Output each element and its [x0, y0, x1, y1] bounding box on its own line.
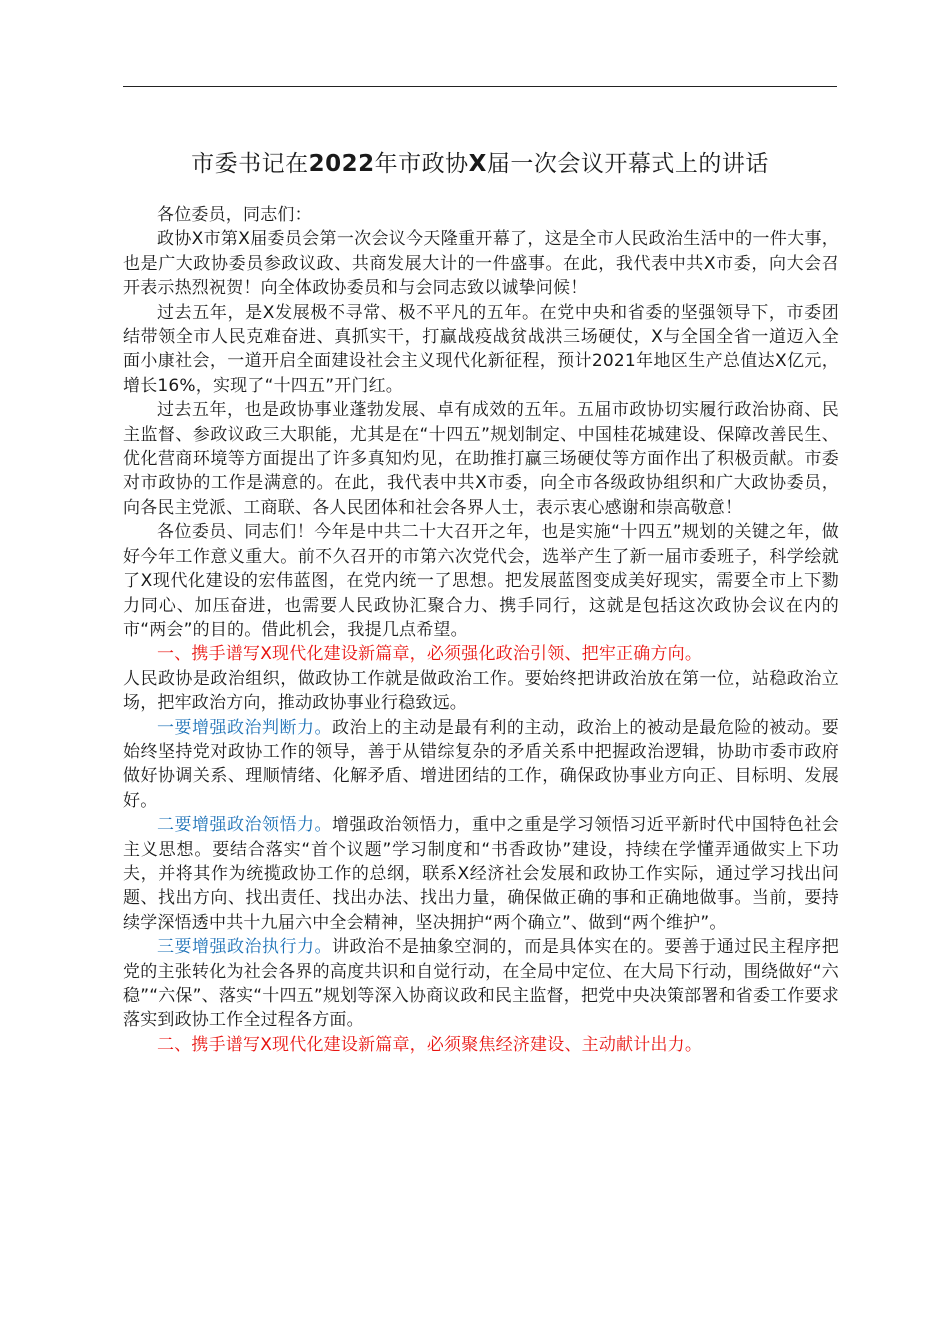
- subpoint-3-text: 讲政治不是抽象空洞的，而是具体实在的。要善于通过民主程序把党的主张转化为社会各界的高度共识和自觉行动，在全局中定位、在大局下行动，围绕做好“六稳”“六保”、落实“十四五”规划等深入协商议政和民主监督，把党中央决策部署和省委工作要求落实到政协工作全过程各方面。: [123, 937, 839, 1031]
- subpoint-3-label: 三要增强政治执行力。: [157, 937, 332, 958]
- subpoint-2: [123, 813, 839, 935]
- subpoint-1-label: 一要增强政治判断力。: [157, 717, 332, 738]
- section-heading-2: 二、携手谱写X现代化建设新篇章，必须聚焦经济建设、主动献计出力。: [157, 1034, 703, 1055]
- paragraph-opening: 政协X市第X届委员会第一次会议今天隆重开幕了，这是全市人民政治生活中的一件大事，也是广大政协委员参政议政、共商发展大计的一件盛事。在此，我代表中共X市委，向大会召开表示热烈祝贺！向全体政协委员和与会同志致以诚挚问候！: [123, 229, 839, 299]
- salutation: 各位委员，同志们：: [157, 205, 312, 225]
- subpoint-2-label: 二要增强政治领悟力。: [157, 815, 332, 836]
- subpoint-1-text: 政治上的主动是最有利的主动，政治上的被动是最危险的被动。要始终坚持党对政协工作的领导，善于从错综复杂的矛盾关系中把握政治逻辑，协助市委市政府做好协调关系、理顺情绪、化解矛盾、增进团结的工作，确保政协事业方向正、目标明、发展好。: [123, 717, 839, 811]
- document-body: [123, 203, 839, 1057]
- paragraph-past-five-years: 过去五年，是X发展极不寻常、极不平凡的五年。在党中央和省委的坚强领导下，市委团结带领全市人民克难奋进、真抓实干，打赢战疫战贫战洪三场硬仗，X与全国全省一道迈入全面小康社会，一道开启全面建设社会主义现代化新征程，预计2021年地区生产总值达X亿元，增长16%，实现了“十四五”开门红。: [123, 302, 839, 396]
- paragraph-political-organization: 人民政协是政治组织，做政协工作就是做政治工作。要始终把讲政治放在第一位，站稳政治立场，把牢政治方向，推动政协事业行稳致远。: [123, 668, 839, 714]
- header-rule: [123, 86, 837, 87]
- paragraph-this-year: 各位委员、同志们！今年是中共二十大召开之年，也是实施“十四五”规划的关键之年，做好今年工作意义重大。前不久召开的市第六次党代会，选举产生了新一届市委班子，科学绘就了X现代化建设的宏伟蓝图，在党内统一了思想。把发展蓝图变成美好现实，需要全市上下勠力同心、加压奋进，也需要人民政协汇聚合力、携手同行，这就是包括这次政协会议在内的市“两会”的目的。借此机会，我提几点希望。: [123, 522, 839, 640]
- section-heading-1: 一、携手谱写X现代化建设新篇章，必须强化政治引领、把牢正确方向。: [157, 644, 703, 665]
- paragraph-cppcc-achievements: 过去五年，也是政协事业蓬勃发展、卓有成效的五年。五届市政协切实履行政治协商、民主监督、参政议政三大职能，尤其是在“十四五”规划制定、中国桂花城建设、保障改善民生、优化营商环境等方面提出了许多真知灼见，在助推打赢三场硬仗等方面作出了积极贡献。市委对市政协的工作是满意的。在此，我代表中共X市委，向全市各级政协组织和广大政协委员，向各民主党派、工商联、各人民团体和社会各界人士，表示衷心感谢和崇高敬意！: [123, 400, 839, 518]
- document-title: 市委书记在2022年市政协X届一次会议开幕式上的讲话: [191, 151, 769, 177]
- subpoint-2-text: 增强政治领悟力，重中之重是学习领悟习近平新时代中国特色社会主义思想。要结合落实“首个议题”学习制度和“书香政协”建设，持续在学懂弄通做实上下功夫，并将其作为统揽政协工作的总纲，联系X经济社会发展和政协工作实际，通过学习找出问题、找出方向、找出责任、找出办法、找出力量，确保做正确的事和正确地做事。当前，要持续学深悟透中共十九届六中全会精神，坚决拥护“两个确立”、做到“两个维护”。: [123, 815, 839, 933]
- subpoint-1: [123, 716, 839, 814]
- subpoint-3: [123, 935, 839, 1033]
